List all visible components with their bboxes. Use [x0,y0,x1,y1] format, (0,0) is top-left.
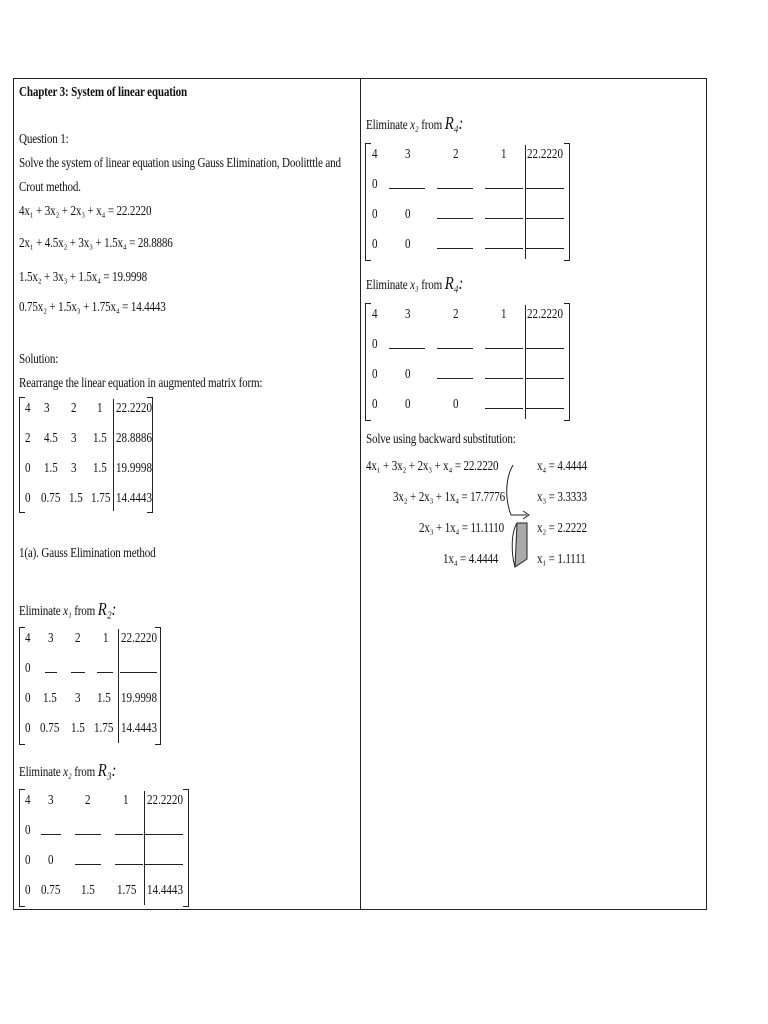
back-sub-label: Solve using backward substitution: [366,431,516,446]
matrix-cell: 0 [405,206,411,221]
elim1-heading [19,601,116,619]
matrix-cell: 3 [71,430,77,445]
matrix-cell: 1.5 [93,460,107,475]
matrix-cell: 4 [372,306,378,321]
matrix-cell: 2 [453,306,459,321]
blank-cell [389,176,425,189]
back-equation-3: 2x₃ + 1x₄ = 11.1110 [419,520,505,535]
rearrange-text: Rearrange the linear equation in augmented matrix form: [19,375,263,390]
elim3-row: R₄: [444,113,464,133]
matrix-cell: 0 [372,206,378,221]
matrix-cell: 1 [123,792,129,807]
matrix-cell: 0 [405,236,411,251]
blank-cell [145,822,183,835]
blank-cell [485,236,523,249]
blank-cell [115,822,143,835]
matrix-cell: 22.2220 [527,146,563,161]
question-label: Question 1: [19,131,69,146]
matrix-cell: 0 [372,176,378,191]
matrix-cell: 3 [44,400,50,415]
elim4-from: from [421,277,443,292]
elim4-matrix [365,303,570,421]
equation-2: 2x₁ + 4.5x₂ + 3x₃ + 1.5x₄ = 28.8886 [19,235,173,250]
blank-cell [437,206,473,219]
matrix-cell: 0 [25,720,31,735]
matrix-cell: 22.2220 [121,630,157,645]
matrix-cell: 2 [75,630,81,645]
elim2-matrix [19,789,189,907]
blank-cell [526,396,564,409]
elim4-var: x₃ [410,277,419,292]
augmented-matrix [19,397,153,513]
elim1-matrix [19,627,161,745]
back-equation-1: 4x₁ + 3x₂ + 2x₃ + x₄ = 22.2220 [366,458,499,473]
matrix-cell: 0 [372,336,378,351]
back-equation-2: 3x₂ + 2x₃ + 1x₄ = 17.7776 [393,489,506,504]
right-column [361,79,706,909]
substitution-arrow-icon [503,459,541,569]
blank-cell [145,852,183,865]
blank-cell [97,660,113,673]
matrix-cell: 0 [25,460,31,475]
elim4-row: R₄: [444,273,464,293]
blank-cell [485,176,523,189]
matrix-cell: 2 [71,400,77,415]
blank-cell [75,822,101,835]
matrix-cell: 1.75 [117,882,137,897]
blank-cell [526,176,564,189]
blank-cell [526,236,564,249]
elim1-label: Eliminate [19,603,61,618]
blank-cell [115,852,143,865]
matrix-cell: 0 [25,882,31,897]
blank-cell [526,366,564,379]
matrix-cell: 3 [71,460,77,475]
matrix-cell: 1 [501,146,507,161]
matrix-cell: 0 [372,366,378,381]
matrix-cell: 3 [75,690,81,705]
blank-cell [526,206,564,219]
question-line-1: Solve the system of linear equation using Gauss Elimination, Doolitttle and [19,155,341,170]
elim3-from: from [421,117,443,132]
matrix-cell: 22.2220 [116,400,152,415]
matrix-cell: 4.5 [44,430,58,445]
matrix-cell: 3 [405,306,411,321]
back-equation-4: 1x₄ = 4.4444 [443,551,499,566]
elim1-row: R₂: [97,599,117,619]
matrix-cell: 0 [25,490,31,505]
matrix-cell: 0 [453,396,459,411]
matrix-cell: 0.75 [41,882,61,897]
blank-cell [75,852,101,865]
elim2-label: Eliminate [19,764,61,779]
matrix-cell: 14.4443 [116,490,152,505]
blank-cell [71,660,85,673]
matrix-cell: 0 [25,660,31,675]
matrix-cell: 4 [25,400,31,415]
matrix-cell: 1 [103,630,109,645]
equation-1: 4x₁ + 3x₂ + 2x₃ + x₄ = 22.2220 [19,203,152,218]
elim3-matrix [365,143,570,261]
matrix-cell: 3 [405,146,411,161]
solution-label: Solution: [19,351,59,366]
worksheet-table [13,78,707,910]
blank-cell [526,336,564,349]
elim1-var: x₁ [63,603,72,618]
matrix-cell: 2 [85,792,91,807]
elim3-label: Eliminate [366,117,408,132]
blank-cell [485,206,523,219]
matrix-cell: 1 [97,400,103,415]
elim4-heading [366,275,463,293]
matrix-cell: 1.75 [91,490,111,505]
matrix-cell: 0.75 [40,720,60,735]
matrix-cell: 4 [25,630,31,645]
elim2-from: from [74,764,96,779]
result-x2: x₂ = 2.2222 [537,520,587,535]
blank-cell [41,822,61,835]
matrix-cell: 0 [405,396,411,411]
blank-cell [45,660,57,673]
blank-cell [485,396,523,409]
matrix-cell: 4 [372,146,378,161]
matrix-cell: 2 [25,430,31,445]
elim2-heading [19,762,116,780]
left-column [14,79,360,909]
blank-cell [485,336,523,349]
matrix-cell: 1.5 [81,882,95,897]
matrix-cell: 1.5 [71,720,85,735]
matrix-cell: 28.8886 [116,430,152,445]
matrix-cell: 0 [372,236,378,251]
elim2-row: R₃: [97,760,117,780]
method-heading: 1(a). Gauss Elimination method [19,545,156,560]
blank-cell [389,336,425,349]
result-x4: x₄ = 4.4444 [537,458,587,473]
matrix-cell: 0 [25,690,31,705]
matrix-cell: 22.2220 [147,792,183,807]
matrix-cell: 1.5 [97,690,111,705]
matrix-cell: 1 [501,306,507,321]
matrix-cell: 0 [25,852,31,867]
elim4-label: Eliminate [366,277,408,292]
chapter-title: Chapter 3: System of linear equation [19,84,188,99]
question-line-2: Crout method. [19,179,81,194]
equation-3: 1.5x₂ + 3x₃ + 1.5x₄ = 19.9998 [19,269,147,284]
matrix-cell: 0.75 [41,490,61,505]
matrix-cell: 14.4443 [147,882,183,897]
blank-cell [120,660,157,673]
matrix-cell: 0 [25,822,31,837]
blank-cell [437,176,473,189]
result-x1: x₁ = 1.1111 [537,551,586,566]
matrix-cell: 1.5 [69,490,83,505]
matrix-cell: 22.2220 [527,306,563,321]
matrix-cell: 1.5 [44,460,58,475]
blank-cell [437,366,473,379]
blank-cell [485,366,523,379]
matrix-cell: 14.4443 [121,720,157,735]
matrix-cell: 3 [48,792,54,807]
elim2-var: x₂ [63,764,72,779]
matrix-cell: 1.5 [43,690,57,705]
equation-4: 0.75x₂ + 1.5x₃ + 1.75x₄ = 14.4443 [19,299,166,314]
elim1-from: from [74,603,96,618]
matrix-cell: 4 [25,792,31,807]
matrix-cell: 0 [48,852,54,867]
elim3-heading [366,115,463,133]
matrix-cell: 0 [405,366,411,381]
matrix-cell: 1.5 [93,430,107,445]
blank-cell [437,236,473,249]
matrix-cell: 19.9998 [121,690,157,705]
matrix-cell: 19.9998 [116,460,152,475]
matrix-cell: 0 [372,396,378,411]
elim3-var: x₂ [410,117,419,132]
matrix-cell: 2 [453,146,459,161]
result-x3: x₃ = 3.3333 [537,489,587,504]
blank-cell [437,336,473,349]
matrix-cell: 3 [48,630,54,645]
matrix-cell: 1.75 [94,720,114,735]
